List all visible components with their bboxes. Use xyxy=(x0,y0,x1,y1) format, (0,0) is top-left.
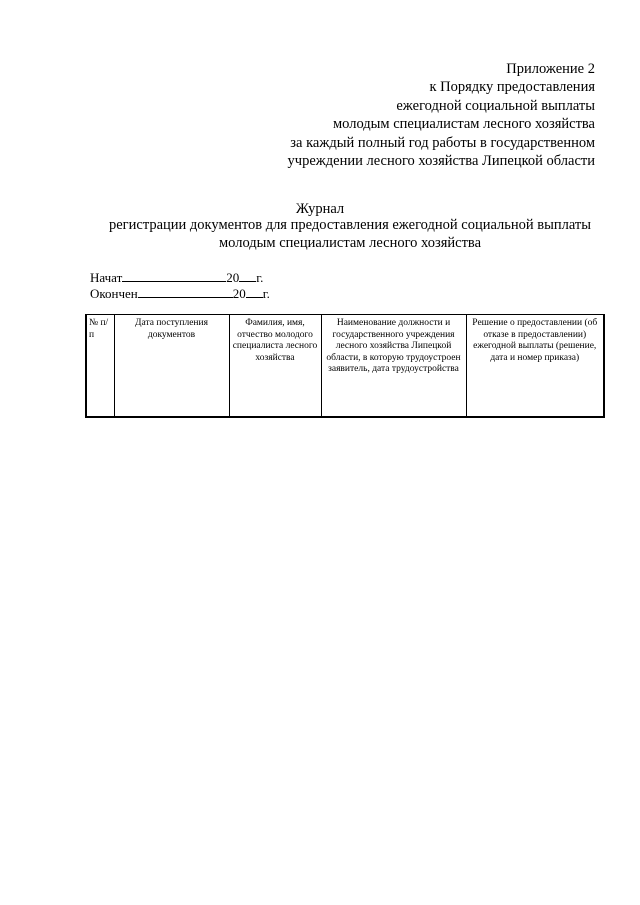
started-date-blank xyxy=(122,270,226,282)
started-year-blank xyxy=(239,270,256,282)
finished-year-suffix: г. xyxy=(262,286,270,301)
journal-subtitle xyxy=(60,216,640,252)
header-receipt-date: Дата поступления документов xyxy=(114,315,229,418)
started-label: Начат xyxy=(90,270,123,285)
registration-table xyxy=(85,314,605,418)
appendix-header xyxy=(288,60,595,170)
started-year-prefix: 20 xyxy=(226,270,240,285)
appendix-line: к Порядку предоставления xyxy=(429,79,595,96)
started-year-suffix: г. xyxy=(256,270,264,285)
finished-line xyxy=(90,286,270,302)
table-header-row xyxy=(86,315,604,418)
header-position-institution: Наименование должности и государственного учреждения лесного хозяйства Липецкой области, в которую трудоустроен заявитель, дата трудоустройства xyxy=(321,315,466,418)
finished-label: Окончен xyxy=(90,286,138,301)
appendix-line: Приложение 2 xyxy=(506,61,595,77)
journal-title: Журнал xyxy=(295,201,345,217)
finished-date-blank xyxy=(138,286,233,298)
finished-year-prefix: 20 xyxy=(232,286,246,301)
journal-subtitle-line: регистрации документов для предоставления ежегодной социальной выплаты xyxy=(109,217,591,233)
journal-subtitle-line: молодым специалистам лесного хозяйства xyxy=(218,235,482,251)
appendix-line: молодым специалистам лесного хозяйства xyxy=(332,116,595,133)
header-decision: Решение о предоставлении (об отказе в предоставлении) ежегодной выплаты (решение, дата и номер приказа) xyxy=(466,315,604,418)
appendix-line: ежегодной социальной выплаты xyxy=(396,97,595,114)
appendix-line: учреждении лесного хозяйства Липецкой области xyxy=(287,153,595,170)
header-full-name: Фамилия, имя, отчество молодого специалиста лесного хозяйства xyxy=(229,315,321,418)
header-number: № п/п xyxy=(86,315,114,418)
finished-year-blank xyxy=(246,286,263,298)
journal-dates xyxy=(90,270,270,302)
started-line xyxy=(90,270,270,286)
appendix-line: за каждый полный год работы в государственном xyxy=(290,134,595,151)
